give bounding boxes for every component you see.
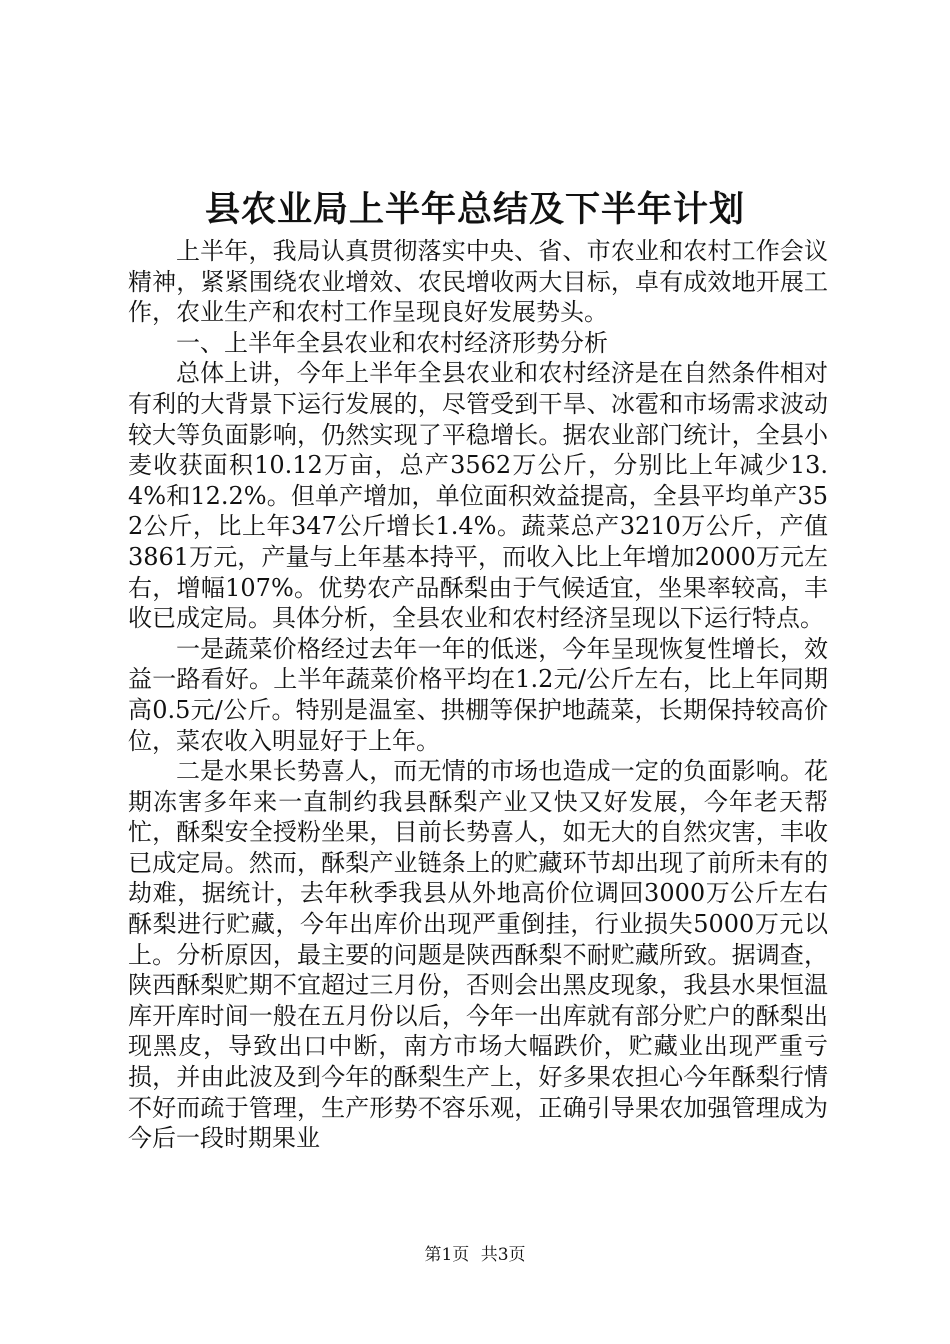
page-footer xyxy=(0,1244,950,1266)
paragraph-intro: 上半年，我局认真贯彻落实中央、省、市农业和农村工作会议精神，紧紧围绕农业增效、农民增收两大目标，卓有成效地开展工作，农业生产和农村工作呈现良好发展势头。 xyxy=(128,237,828,327)
paragraph-fruit: 二是水果长势喜人，而无情的市场也造成一定的负面影响。花期冻害多年来一直制约我县酥梨产业又快又好发展，今年老天帮忙，酥梨安全授粉坐果，目前长势喜人，如无大的自然灾害，丰收已成定局。然而，酥梨产业链条上的贮藏环节却出现了前所未有的劫难，据统计，去年秋季我县从外地高价位调回3000万公斤左右酥梨进行贮藏，今年出库价出现严重倒挂，行业损失5000万元以上。分析原因，最主要的问题是陕西酥梨不耐贮藏所致。据调查，陕西酥梨贮期不宜超过三月份，否则会出黑皮现象，我县水果恒温库开库时间一般在五月份以后，今年一出库就有部分贮户的酥梨出现黑皮，导致出口中断，南方市场大幅跌价，贮藏业出现严重亏损，并由此波及到今年的酥梨生产上，好多果农担心今年酥梨行情不好而疏于管理，生产形势不容乐观，正确引导果农加强管理成为今后一段时期果业 xyxy=(128,757,828,1153)
paragraph-vegetables: 一是蔬菜价格经过去年一年的低迷，今年呈现恢复性增长，效益一路看好。上半年蔬菜价格平均在1.2元/公斤左右，比上年同期高0.5元/公斤。特别是温室、拱棚等保护地蔬菜，长期保持较高价位，菜农收入明显好于上年。 xyxy=(128,634,828,755)
page-number: 第1页 xyxy=(424,1245,470,1265)
section-heading: 一、上半年全县农业和农村经济形势分析 xyxy=(176,328,608,357)
paragraph-overview: 总体上讲，今年上半年全县农业和农村经济是在自然条件相对有利的大背景下运行发展的，尽管受到干旱、冰雹和市场需求波动较大等负面影响，仍然实现了平稳增长。据农业部门统计，全县小麦收获面积10.12万亩，总产3562万公斤，分别比上年减少13.4%和12.2%。但单产增加，单位面积效益提高，全县平均单产352公斤，比上年347公斤增长1.4%。蔬菜总产3210万公斤，产值3861万元，产量与上年基本持平，而收入比上年增加2000万元左右，增幅107%。优势农产品酥梨由于气候适宜，坐果率较高，丰收已成定局。具体分析，全县农业和农村经济呈现以下运行特点。 xyxy=(128,359,828,633)
document-body xyxy=(128,236,828,1154)
page-total: 共3页 xyxy=(480,1245,526,1265)
document-title: 县农业局上半年总结及下半年计划 xyxy=(204,189,745,230)
